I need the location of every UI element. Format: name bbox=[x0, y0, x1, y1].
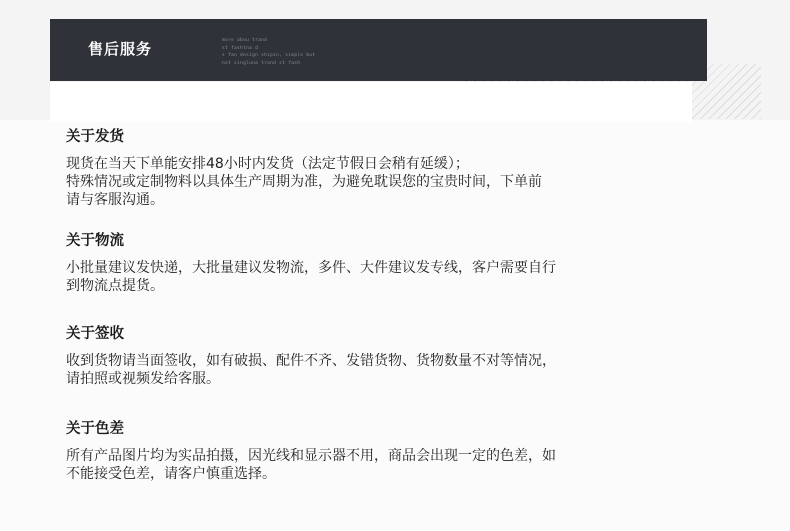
section-body: 所有产品图片均为实品拍摄，因光线和显示器不用，商品会出现一定的色差，如 不能接受色差，请客户慎重选择。 bbox=[66, 448, 556, 482]
header-shadow-card bbox=[50, 82, 692, 122]
section-body: 小批量建议发快递，大批量建议发物流，多件、大件建议发专线，客户需要自行 到物流点提货。 bbox=[66, 260, 556, 294]
header-subtitle-line: s fan design shipin, simple but bbox=[222, 53, 316, 58]
section-color-difference bbox=[66, 419, 706, 483]
section-receipt bbox=[66, 324, 706, 388]
header-subtitle bbox=[222, 37, 315, 67]
section-logistics bbox=[66, 231, 706, 295]
header-subtitle-line: not singluna trand st fash bbox=[222, 60, 301, 66]
section-title: 关于发货 bbox=[66, 129, 124, 145]
section-body: 现货在当天下单能安排48小时内发货（法定节假日会稍有延缓）； 特殊情况或定制物料以具体生产周期为准，为避免耽误您的宝贵时间，下单前 请与客服沟通。 bbox=[66, 156, 542, 208]
section-title: 关于签收 bbox=[66, 326, 124, 342]
header-subtitle-line: st fashtna d bbox=[222, 45, 259, 51]
header-subtitle-line: more abou trand bbox=[222, 38, 268, 43]
section-title: 关于物流 bbox=[66, 233, 124, 249]
section-shipping bbox=[66, 127, 706, 209]
header-banner bbox=[50, 19, 707, 81]
page-title: 售后服务 bbox=[88, 40, 153, 58]
section-body: 收到货物请当面签收，如有破损、配件不齐、发错货物、货物数量不对等情况， 请拍照或视频发给客服。 bbox=[66, 353, 556, 387]
section-title: 关于色差 bbox=[66, 421, 124, 437]
